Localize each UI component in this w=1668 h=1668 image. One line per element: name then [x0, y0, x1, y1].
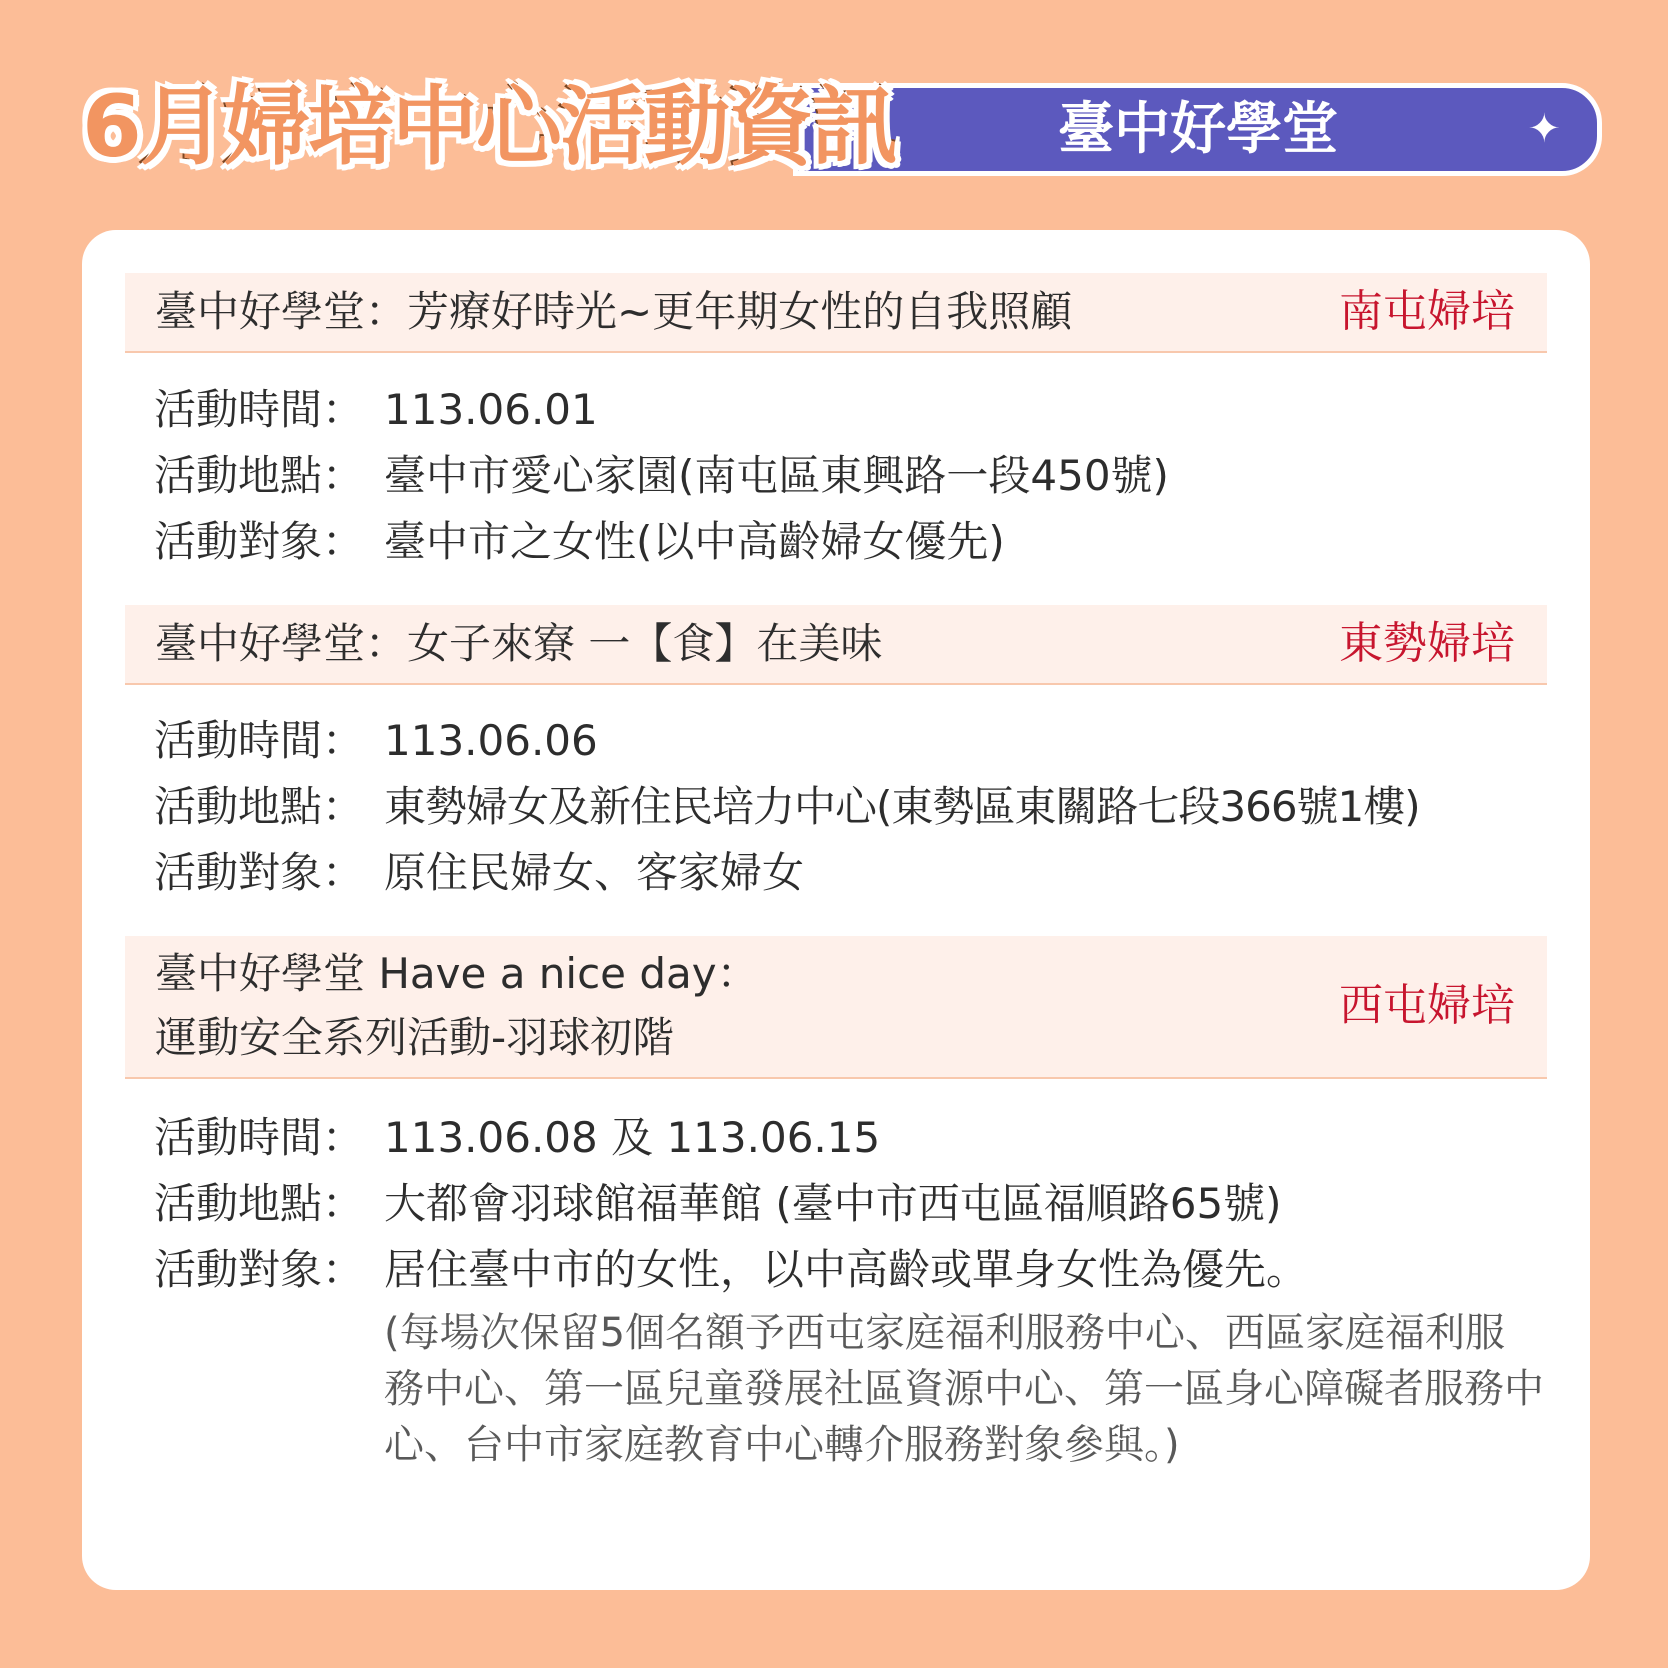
time-label: 活動時間：: [154, 385, 365, 434]
event-title-line1: 臺中好學堂 Have a nice day：: [155, 949, 759, 998]
place-value: 臺中市愛心家園(南屯區東興路一段450號): [384, 451, 1169, 500]
event-card: [82, 230, 1590, 1590]
time-label: 活動時間：: [154, 1113, 365, 1162]
place-label: 活動地點：: [154, 451, 365, 500]
time-value: 113.06.08 及 113.06.15: [384, 1113, 881, 1162]
event-center-label: 南屯婦培: [1339, 286, 1515, 337]
time-value: 113.06.01: [384, 385, 598, 434]
target-label: 活動對象：: [154, 517, 365, 566]
event-target-row: [154, 1242, 1308, 1298]
page-title: 6月婦培中心活動資訊: [82, 77, 896, 177]
time-label: 活動時間：: [154, 716, 365, 765]
place-value: 東勢婦女及新住民培力中心(東勢區東關路七段366號1樓): [384, 782, 1420, 831]
header-banner: [793, 83, 1602, 176]
target-label: 活動對象：: [154, 848, 365, 897]
event-time-row: [154, 382, 598, 438]
event-center-label: 西屯婦培: [1339, 980, 1515, 1031]
target-value: 居住臺中市的女性，以中高齡或單身女性為優先。: [384, 1245, 1309, 1294]
place-label: 活動地點：: [154, 1179, 365, 1228]
event-time-row: [154, 1110, 880, 1166]
sparkle-icon: ✦: [1527, 106, 1561, 152]
banner-text: 臺中好學堂: [1058, 97, 1338, 162]
event-target-row: [154, 845, 804, 901]
place-value: 大都會羽球館福華館 (臺中市西屯區福順路65號): [384, 1179, 1282, 1228]
place-label: 活動地點：: [154, 782, 365, 831]
event-title: 臺中好學堂：芳療好時光~更年期女性的自我照顧: [155, 287, 1073, 336]
event-time-row: [154, 713, 598, 769]
event-note: (每場次保留5個名額予西屯家庭福利服務中心、西區家庭福利服務中心、第一區兒童發展社區資源中心、第一區身心障礙者服務中心、台中市家庭教育中心轉介服務對象參與。): [384, 1310, 1544, 1468]
event-header-3: [125, 936, 1547, 1079]
target-value: 臺中市之女性(以中高齡婦女優先): [384, 517, 1005, 566]
target-label: 活動對象：: [154, 1245, 365, 1294]
event-header-1: [125, 273, 1547, 353]
event-place-row: [154, 779, 1420, 835]
event-target-row: [154, 514, 1005, 570]
time-value: 113.06.06: [384, 716, 598, 765]
event-title: 臺中好學堂：女子來寮 一【食】在美味: [155, 619, 883, 668]
event-center-label: 東勢婦培: [1339, 618, 1515, 669]
event-header-2: [125, 605, 1547, 685]
event-title-line2: 運動安全系列活動-羽球初階: [155, 1013, 675, 1062]
event-place-row: [154, 1176, 1282, 1232]
event-place-row: [154, 448, 1169, 504]
target-value: 原住民婦女、客家婦女: [384, 848, 805, 897]
